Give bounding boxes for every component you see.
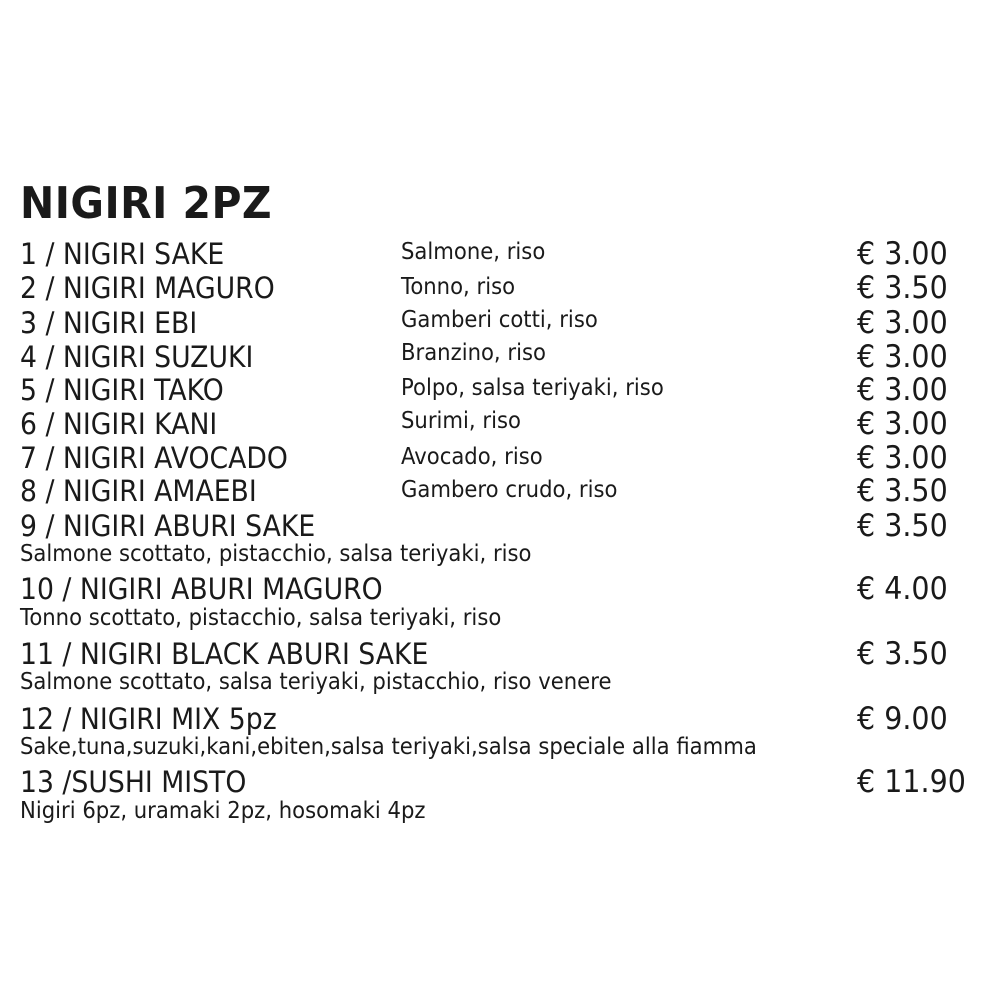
item-name: 3 / NIGIRI EBI <box>20 306 198 340</box>
item-price: € 3.00 <box>857 305 948 341</box>
item-description: Salmone scottato, salsa teriyaki, pistacchio, riso venere <box>20 669 612 695</box>
item-description: Surimi, riso <box>401 408 521 434</box>
item-name: 8 / NIGIRI AMAEBI <box>20 474 257 508</box>
item-name: 12 / NIGIRI MIX 5pz <box>20 702 277 736</box>
item-name: 10 / NIGIRI ABURI MAGURO <box>20 572 383 606</box>
menu-title: NIGIRI 2PZ <box>20 178 273 229</box>
item-name: 13 /SUSHI MISTO <box>20 765 247 799</box>
item-description: Polpo, salsa teriyaki, riso <box>401 375 664 401</box>
item-description: Avocado, riso <box>401 444 543 470</box>
item-description: Nigiri 6pz, uramaki 2pz, hosomaki 4pz <box>20 798 426 824</box>
item-price: € 9.00 <box>857 701 948 737</box>
item-name: 2 / NIGIRI MAGURO <box>20 271 275 305</box>
item-description: Branzino, riso <box>401 340 546 366</box>
item-price: € 3.50 <box>857 508 948 544</box>
item-name: 1 / NIGIRI SAKE <box>20 237 225 271</box>
item-price: € 3.00 <box>857 406 948 442</box>
item-price: € 3.00 <box>857 440 948 476</box>
item-name: 4 / NIGIRI SUZUKI <box>20 340 254 374</box>
item-description: Sake,tuna,suzuki,kani,ebiten,salsa teriyaki,salsa speciale alla fiamma <box>20 734 757 760</box>
item-price: € 3.00 <box>857 339 948 375</box>
item-name: 9 / NIGIRI ABURI SAKE <box>20 509 316 543</box>
item-description: Salmone scottato, pistacchio, salsa teriyaki, riso <box>20 541 532 567</box>
item-price: € 3.00 <box>857 372 948 408</box>
item-description: Gambero crudo, riso <box>401 477 618 503</box>
item-description: Salmone, riso <box>401 239 546 265</box>
item-name: 7 / NIGIRI AVOCADO <box>20 441 288 475</box>
item-price: € 11.90 <box>857 764 966 800</box>
item-description: Tonno scottato, pistacchio, salsa teriyaki, riso <box>20 605 502 631</box>
item-description: Tonno, riso <box>401 274 516 300</box>
item-price: € 4.00 <box>857 571 948 607</box>
item-name: 11 / NIGIRI BLACK ABURI SAKE <box>20 637 429 671</box>
item-description: Gamberi cotti, riso <box>401 307 598 333</box>
item-price: € 3.50 <box>857 473 948 509</box>
item-price: € 3.50 <box>857 636 948 672</box>
item-name: 6 / NIGIRI KANI <box>20 407 218 441</box>
item-price: € 3.50 <box>857 270 948 306</box>
item-name: 5 / NIGIRI TAKO <box>20 373 224 407</box>
item-price: € 3.00 <box>857 236 948 272</box>
